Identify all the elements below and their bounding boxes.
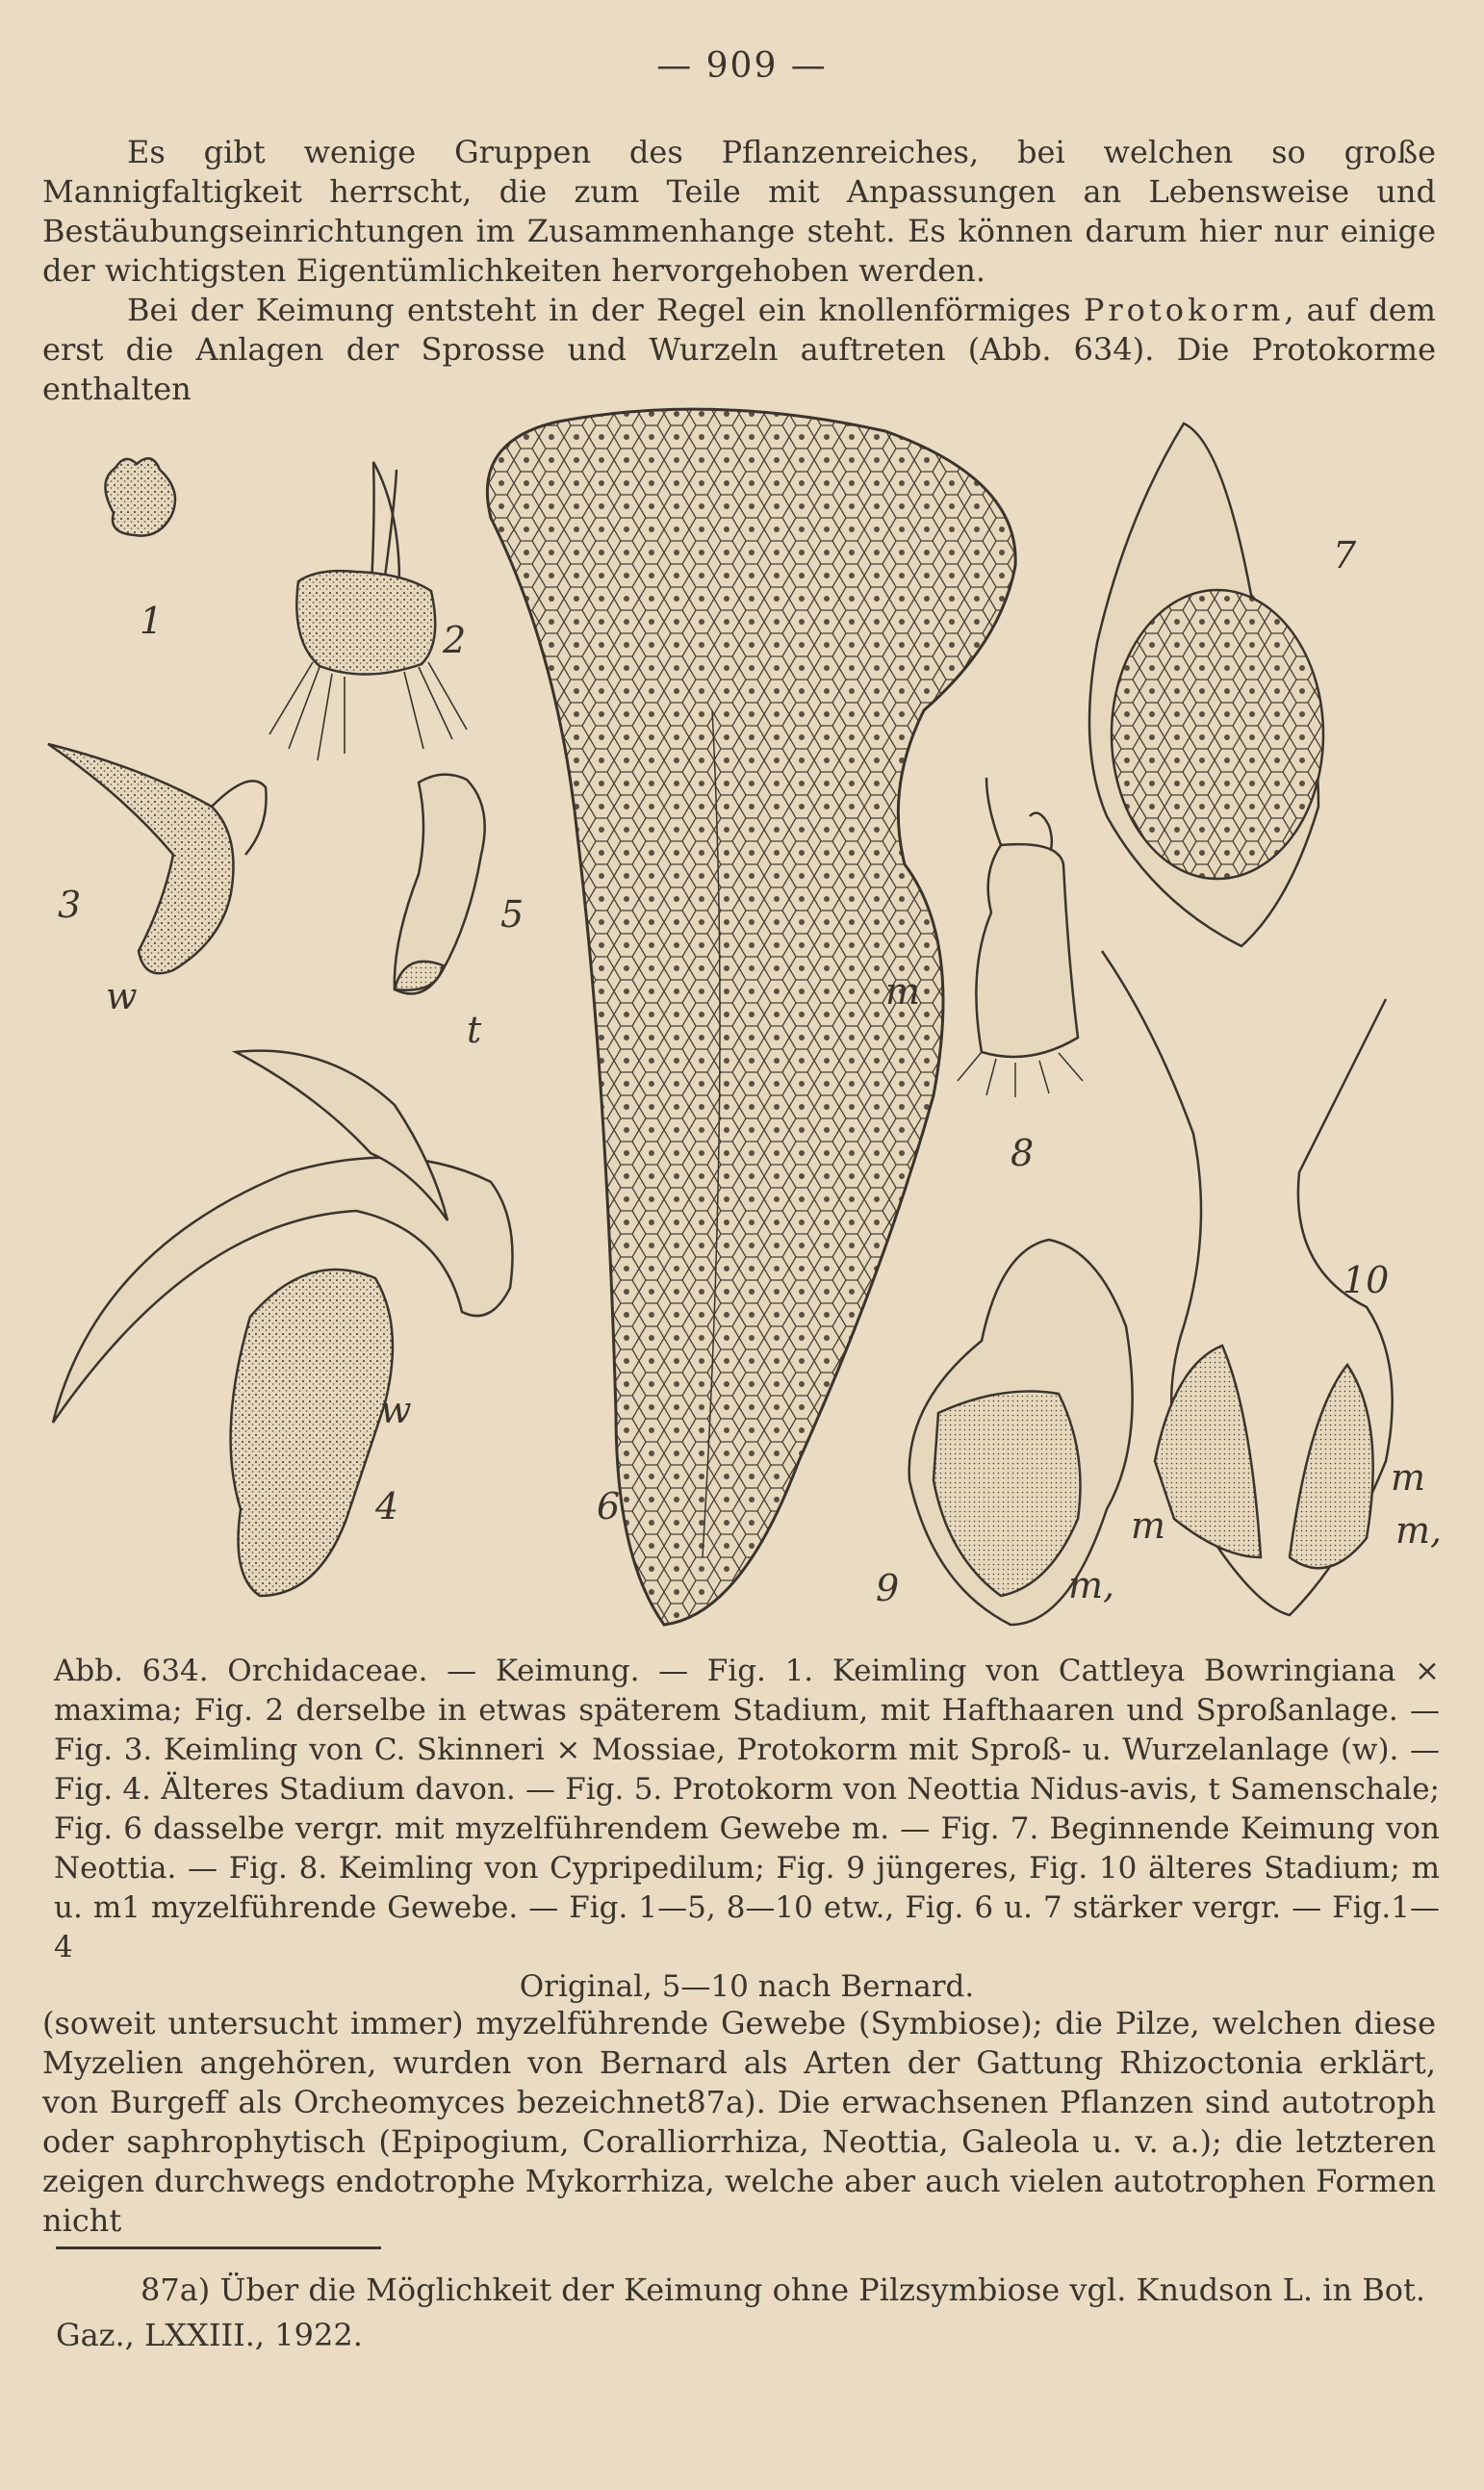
continuation-text (42, 2004, 1436, 2241)
intro-p2-end: , auf dem erst die Anlagen der Sprosse und Wurzeln auftreten (Abb. 634). Die Protokorme enthalten (42, 292, 1437, 407)
intro-p2-start: Bei der Keimung entsteht in der Regel ein knollenförmiges (127, 292, 1084, 328)
fig-letter-m1-9: m, (1068, 1564, 1115, 1606)
caption-text: Abb. 634. Orchidaceae. — Keimung. — Fig. 1. Keimling von Cattleya Bowringiana × maxima; Fig. 2 derselbe in etwas späterem Stadium, mit Hafthaaren und Sproßanlage. — Fig. 3. Keimling von C. Skinneri × Mossiae, Protokorm mit Sproß- u. Wurzelanlage (w). — Fig. 4. Älteres Stadium davon. — Fig. 5. Protokorm von Neottia Nidus-avis, t Samenschale; Fig. 6 dasselbe vergr. mit myzelführendem Gewebe m. — Fig. 7. Beginnende Keimung von Neottia. — Fig. 8. Keimling von Cypripedilum; Fig. 9 jüngeres, Fig. 10 älteres Stadium; m u. m1 myzelführende Gewebe. — Fig. 1—5, 8—10 etw., Fig. 6 u. 7 stärker vergr. — Fig.1—4 (54, 1654, 1440, 1964)
intro-p2-term: Protokorm (1083, 292, 1285, 328)
caption-source: Original, 5—10 nach Bernard. (519, 1969, 975, 2004)
fig-letter-m-9: m (1131, 1504, 1166, 1547)
footnote-text: 87a) Über die Möglichkeit der Keimung ohne Pilzsymbiose vgl. Knudson L. in Bot. Gaz., LXXIII., 1922. (56, 2272, 1426, 2353)
intro-paragraph-2 (42, 291, 1436, 409)
fig-3-seedling (48, 744, 267, 973)
footnote (56, 2268, 1442, 2358)
figure-caption (54, 1652, 1440, 2007)
fig-label-10: 10 (1343, 1259, 1390, 1301)
fig-label-5: 5 (500, 893, 525, 936)
fig-letter-w-3: w (106, 975, 138, 1017)
fig-1-seedling (105, 458, 175, 535)
footnote-divider (56, 2246, 381, 2249)
intro-text (42, 133, 1436, 409)
intro-paragraph-1: Es gibt wenige Gruppen des Pflanzenreiches, bei welchen so große Mannigfaltigkeit herrscht, die zum Teile mit Anpassungen an Lebensweise und Bestäubungseinrichtungen im Zusammenhange steht. Es können darum hier nur einige der wichtigsten Eigentümlichkeiten hervorgehoben werden. (42, 134, 1436, 289)
fig-7-germination (1089, 424, 1323, 946)
fig-label-8: 8 (1011, 1132, 1035, 1174)
fig-label-9: 9 (876, 1567, 900, 1609)
fig-label-7: 7 (1333, 534, 1357, 577)
figure-illustration (38, 402, 1453, 1636)
fig-5-protocorm (395, 775, 485, 994)
fig-letter-m-10: m (1391, 1456, 1426, 1499)
fig-label-3: 3 (58, 884, 82, 926)
fig-8-seedling (958, 778, 1083, 1097)
fig-4-seedling (53, 1051, 513, 1596)
fig-label-1: 1 (140, 600, 164, 642)
fig-letter-m-6: m (885, 970, 921, 1013)
fig-label-4: 4 (375, 1485, 399, 1527)
continuation-paragraph: (soweit untersucht immer) myzelführende Gewebe (Symbiose); die Pilze, welchen diese Myzelien angehören, wurden von Bernard als Arten der Gattung Rhizoctonia erklärt, von Burgeff als Orcheomyces bezeichnet87a). Die erwachsenen Pflanzen sind autotroph oder saphrophytisch (Epipogium, Coralliorrhiza, Neottia, Galeola u. v. a.); die letzteren zeigen durchwegs endotrophe Mykorrhiza, welche aber auch vielen autotrophen Formen nicht (42, 2005, 1436, 2239)
page-number: — 909 — (656, 46, 828, 86)
figure-orchid-germination (38, 402, 1453, 1636)
fig-letter-t: t (467, 1009, 482, 1051)
fig-2-seedling (269, 462, 467, 760)
fig-letter-m1-10: m, (1395, 1509, 1443, 1552)
fig-label-2: 2 (443, 619, 467, 661)
fig-letter-w-4: w (380, 1389, 412, 1431)
fig-label-6: 6 (597, 1485, 621, 1527)
